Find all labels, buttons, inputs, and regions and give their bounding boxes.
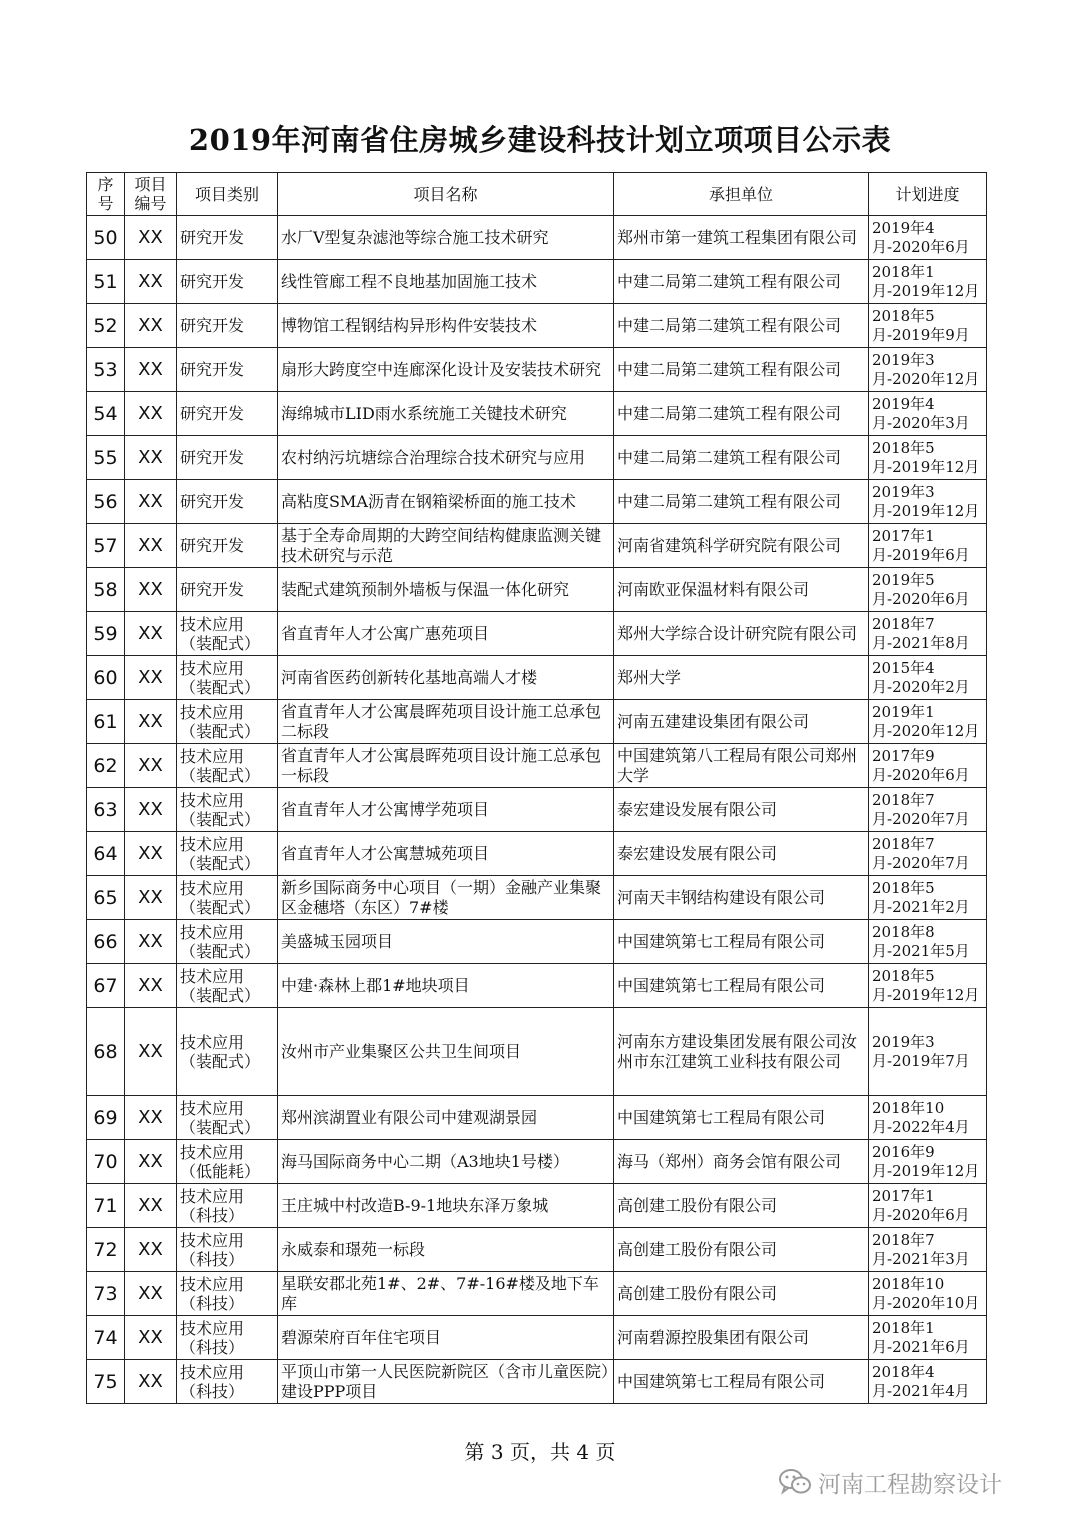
cell-unit: 中建二局第二建筑工程有限公司: [614, 480, 869, 524]
cell-category: 技术应用（装配式）: [177, 1008, 278, 1096]
cell-progress: 2017年9月-2020年6月: [869, 744, 987, 788]
table-row: [87, 1316, 987, 1360]
table-row: [87, 1272, 987, 1316]
cell-category: 技术应用（装配式）: [177, 920, 278, 964]
cell-name: 博物馆工程钢结构异形构件安装技术: [278, 304, 614, 348]
cell-name: 汝州市产业集聚区公共卫生间项目: [278, 1008, 614, 1096]
cell-name: 海马国际商务中心二期（A3地块1号楼）: [278, 1140, 614, 1184]
cell-category: 研究开发: [177, 260, 278, 304]
table-row: [87, 260, 987, 304]
cell-seq: 70: [87, 1140, 125, 1184]
cell-seq: 69: [87, 1096, 125, 1140]
cell-name: 基于全寿命周期的大跨空间结构健康监测关键技术研究与示范: [278, 524, 614, 568]
cell-unit: 中国建筑第八工程局有限公司郑州大学: [614, 744, 869, 788]
cell-unit: 河南欧亚保温材料有限公司: [614, 568, 869, 612]
table-row: [87, 304, 987, 348]
cell-unit: 泰宏建设发展有限公司: [614, 788, 869, 832]
cell-name: 王庄城中村改造B-9-1地块东泽万象城: [278, 1184, 614, 1228]
cell-progress: 2019年1月-2020年12月: [869, 700, 987, 744]
cell-code: XX: [125, 744, 177, 788]
cell-category: 技术应用（装配式）: [177, 832, 278, 876]
table-row: [87, 524, 987, 568]
cell-seq: 65: [87, 876, 125, 920]
table-row: [87, 216, 987, 260]
table-row: [87, 832, 987, 876]
cell-category: 技术应用（装配式）: [177, 788, 278, 832]
cell-progress: 2019年5月-2020年6月: [869, 568, 987, 612]
table-row: [87, 1140, 987, 1184]
header-progress: 计划进度: [869, 173, 987, 216]
cell-seq: 50: [87, 216, 125, 260]
table-row: [87, 656, 987, 700]
cell-unit: 高创建工股份有限公司: [614, 1184, 869, 1228]
table-row: [87, 876, 987, 920]
cell-name: 扇形大跨度空中连廊深化设计及安装技术研究: [278, 348, 614, 392]
cell-progress: 2017年1月-2020年6月: [869, 1184, 987, 1228]
cell-category: 研究开发: [177, 436, 278, 480]
cell-progress: 2018年7月-2020年7月: [869, 788, 987, 832]
cell-code: XX: [125, 524, 177, 568]
cell-category: 研究开发: [177, 304, 278, 348]
cell-progress: 2015年4月-2020年2月: [869, 656, 987, 700]
cell-name: 农村纳污坑塘综合治理综合技术研究与应用: [278, 436, 614, 480]
cell-category: 技术应用（科技）: [177, 1272, 278, 1316]
cell-progress: 2018年1月-2019年12月: [869, 260, 987, 304]
cell-progress: 2018年5月-2019年12月: [869, 964, 987, 1008]
cell-code: XX: [125, 920, 177, 964]
cell-seq: 63: [87, 788, 125, 832]
cell-seq: 53: [87, 348, 125, 392]
cell-seq: 55: [87, 436, 125, 480]
cell-category: 技术应用（装配式）: [177, 876, 278, 920]
cell-seq: 58: [87, 568, 125, 612]
table-row: [87, 1008, 987, 1096]
cell-code: XX: [125, 1272, 177, 1316]
cell-name: 美盛城玉园项目: [278, 920, 614, 964]
cell-name: 线性管廊工程不良地基加固施工技术: [278, 260, 614, 304]
cell-name: 中建·森林上郡1#地块项目: [278, 964, 614, 1008]
cell-name: 省直青年人才公寓广惠苑项目: [278, 612, 614, 656]
cell-category: 研究开发: [177, 348, 278, 392]
cell-code: XX: [125, 216, 177, 260]
cell-name: 星联安郡北苑1#、2#、7#-16#楼及地下车库: [278, 1272, 614, 1316]
cell-category: 研究开发: [177, 480, 278, 524]
table-row: [87, 612, 987, 656]
cell-name: 碧源荣府百年住宅项目: [278, 1316, 614, 1360]
cell-name: 高粘度SMA沥青在钢箱梁桥面的施工技术: [278, 480, 614, 524]
cell-seq: 68: [87, 1008, 125, 1096]
cell-progress: 2018年7月-2020年7月: [869, 832, 987, 876]
cell-category: 技术应用（装配式）: [177, 612, 278, 656]
table-row: [87, 744, 987, 788]
cell-category: 研究开发: [177, 524, 278, 568]
cell-name: 省直青年人才公寓博学苑项目: [278, 788, 614, 832]
cell-unit: 中建二局第二建筑工程有限公司: [614, 260, 869, 304]
cell-seq: 56: [87, 480, 125, 524]
cell-unit: 泰宏建设发展有限公司: [614, 832, 869, 876]
table-row: [87, 480, 987, 524]
cell-seq: 64: [87, 832, 125, 876]
cell-code: XX: [125, 1096, 177, 1140]
cell-category: 技术应用（装配式）: [177, 744, 278, 788]
cell-category: 技术应用（装配式）: [177, 656, 278, 700]
cell-progress: 2019年3月-2020年12月: [869, 348, 987, 392]
cell-unit: 郑州市第一建筑工程集团有限公司: [614, 216, 869, 260]
cell-category: 技术应用（装配式）: [177, 964, 278, 1008]
cell-unit: 高创建工股份有限公司: [614, 1228, 869, 1272]
cell-code: XX: [125, 392, 177, 436]
table-row: [87, 1096, 987, 1140]
cell-category: 技术应用（装配式）: [177, 1096, 278, 1140]
cell-code: XX: [125, 436, 177, 480]
cell-seq: 59: [87, 612, 125, 656]
table-row: [87, 1360, 987, 1404]
cell-name: 新乡国际商务中心项目（一期）金融产业集聚区金穗塔（东区）7#楼: [278, 876, 614, 920]
cell-progress: 2018年7月-2021年8月: [869, 612, 987, 656]
table-row: [87, 348, 987, 392]
cell-name: 水厂V型复杂滤池等综合施工技术研究: [278, 216, 614, 260]
cell-code: XX: [125, 568, 177, 612]
cell-name: 海绵城市LID雨水系统施工关键技术研究: [278, 392, 614, 436]
cell-name: 河南省医药创新转化基地高端人才楼: [278, 656, 614, 700]
table-row: [87, 964, 987, 1008]
cell-unit: 中建二局第二建筑工程有限公司: [614, 436, 869, 480]
cell-code: XX: [125, 1008, 177, 1096]
cell-seq: 61: [87, 700, 125, 744]
cell-code: XX: [125, 788, 177, 832]
cell-progress: 2018年7月-2021年3月: [869, 1228, 987, 1272]
cell-seq: 72: [87, 1228, 125, 1272]
cell-seq: 75: [87, 1360, 125, 1404]
cell-progress: 2018年4月-2021年4月: [869, 1360, 987, 1404]
cell-progress: 2018年5月-2021年2月: [869, 876, 987, 920]
header-unit: 承担单位: [614, 173, 869, 216]
cell-unit: 中建二局第二建筑工程有限公司: [614, 348, 869, 392]
header-name: 项目名称: [278, 173, 614, 216]
table-row: [87, 788, 987, 832]
cell-category: 技术应用（低能耗）: [177, 1140, 278, 1184]
cell-name: 装配式建筑预制外墙板与保温一体化研究: [278, 568, 614, 612]
cell-seq: 51: [87, 260, 125, 304]
cell-category: 技术应用（科技）: [177, 1316, 278, 1360]
cell-seq: 71: [87, 1184, 125, 1228]
cell-unit: 河南五建建设集团有限公司: [614, 700, 869, 744]
cell-progress: 2018年10月-2020年10月: [869, 1272, 987, 1316]
table-row: [87, 392, 987, 436]
cell-progress: 2018年10月-2022年4月: [869, 1096, 987, 1140]
cell-code: XX: [125, 964, 177, 1008]
cell-category: 技术应用（装配式）: [177, 700, 278, 744]
cell-progress: 2016年9月-2019年12月: [869, 1140, 987, 1184]
cell-code: XX: [125, 612, 177, 656]
cell-code: XX: [125, 1316, 177, 1360]
table-row: [87, 700, 987, 744]
header-seq: 序号: [87, 173, 125, 216]
cell-seq: 67: [87, 964, 125, 1008]
cell-code: XX: [125, 1140, 177, 1184]
cell-unit: 中国建筑第七工程局有限公司: [614, 1360, 869, 1404]
cell-unit: 河南碧源控股集团有限公司: [614, 1316, 869, 1360]
cell-unit: 中建二局第二建筑工程有限公司: [614, 304, 869, 348]
cell-unit: 河南省建筑科学研究院有限公司: [614, 524, 869, 568]
watermark: [778, 1462, 1002, 1502]
cell-unit: 河南东方建设集团发展有限公司汝州市东江建筑工业科技有限公司: [614, 1008, 869, 1096]
cell-seq: 54: [87, 392, 125, 436]
cell-code: XX: [125, 348, 177, 392]
cell-name: 平顶山市第一人民医院新院区（含市儿童医院）建设PPP项目: [278, 1360, 614, 1404]
cell-unit: 高创建工股份有限公司: [614, 1272, 869, 1316]
table-row: [87, 436, 987, 480]
cell-code: XX: [125, 1184, 177, 1228]
cell-name: 省直青年人才公寓晨晖苑项目设计施工总承包二标段: [278, 700, 614, 744]
cell-code: XX: [125, 260, 177, 304]
header-code: 项目编号: [125, 173, 177, 216]
cell-code: XX: [125, 1360, 177, 1404]
cell-code: XX: [125, 1228, 177, 1272]
cell-name: 省直青年人才公寓晨晖苑项目设计施工总承包一标段: [278, 744, 614, 788]
cell-unit: 中建二局第二建筑工程有限公司: [614, 392, 869, 436]
cell-seq: 57: [87, 524, 125, 568]
cell-progress: 2018年1月-2021年6月: [869, 1316, 987, 1360]
cell-code: XX: [125, 304, 177, 348]
page-number: 第 3 页，共 4 页: [464, 1440, 616, 1464]
cell-category: 研究开发: [177, 392, 278, 436]
cell-code: XX: [125, 700, 177, 744]
cell-progress: 2019年3月-2019年7月: [869, 1008, 987, 1096]
cell-code: XX: [125, 480, 177, 524]
cell-category: 研究开发: [177, 568, 278, 612]
cell-name: 郑州滨湖置业有限公司中建观湖景园: [278, 1096, 614, 1140]
cell-progress: 2018年5月-2019年9月: [869, 304, 987, 348]
cell-seq: 74: [87, 1316, 125, 1360]
table-row: [87, 568, 987, 612]
table-row: [87, 920, 987, 964]
cell-category: 技术应用（科技）: [177, 1228, 278, 1272]
cell-code: XX: [125, 832, 177, 876]
cell-code: XX: [125, 656, 177, 700]
cell-progress: 2019年4月-2020年6月: [869, 216, 987, 260]
cell-seq: 62: [87, 744, 125, 788]
watermark-text: 河南工程勘察设计: [818, 1471, 1002, 1498]
cell-name: 省直青年人才公寓慧城苑项目: [278, 832, 614, 876]
cell-name: 永威泰和璟苑一标段: [278, 1228, 614, 1272]
cell-category: 技术应用（科技）: [177, 1184, 278, 1228]
cell-progress: 2018年8月-2021年5月: [869, 920, 987, 964]
project-table: [86, 172, 987, 1404]
cell-unit: 郑州大学综合设计研究院有限公司: [614, 612, 869, 656]
cell-category: 技术应用（科技）: [177, 1360, 278, 1404]
cell-progress: 2019年3月-2019年12月: [869, 480, 987, 524]
cell-seq: 73: [87, 1272, 125, 1316]
cell-unit: 中国建筑第七工程局有限公司: [614, 920, 869, 964]
cell-progress: 2018年5月-2019年12月: [869, 436, 987, 480]
cell-seq: 60: [87, 656, 125, 700]
cell-code: XX: [125, 876, 177, 920]
cell-unit: 河南天丰钢结构建设有限公司: [614, 876, 869, 920]
table-row: [87, 1228, 987, 1272]
cell-unit: 中国建筑第七工程局有限公司: [614, 964, 869, 1008]
cell-progress: 2019年4月-2020年3月: [869, 392, 987, 436]
cell-unit: 海马（郑州）商务会馆有限公司: [614, 1140, 869, 1184]
cell-seq: 66: [87, 920, 125, 964]
cell-unit: 中国建筑第七工程局有限公司: [614, 1096, 869, 1140]
table-header: [87, 173, 987, 216]
header-category: 项目类别: [177, 173, 278, 216]
cell-category: 研究开发: [177, 216, 278, 260]
cell-progress: 2017年1月-2019年6月: [869, 524, 987, 568]
cell-seq: 52: [87, 304, 125, 348]
table-body: [87, 216, 987, 1404]
cell-unit: 郑州大学: [614, 656, 869, 700]
table-row: [87, 1184, 987, 1228]
page-title: 2019年河南省住房城乡建设科技计划立项项目公示表: [188, 123, 892, 157]
wechat-icon: [778, 1467, 812, 1497]
